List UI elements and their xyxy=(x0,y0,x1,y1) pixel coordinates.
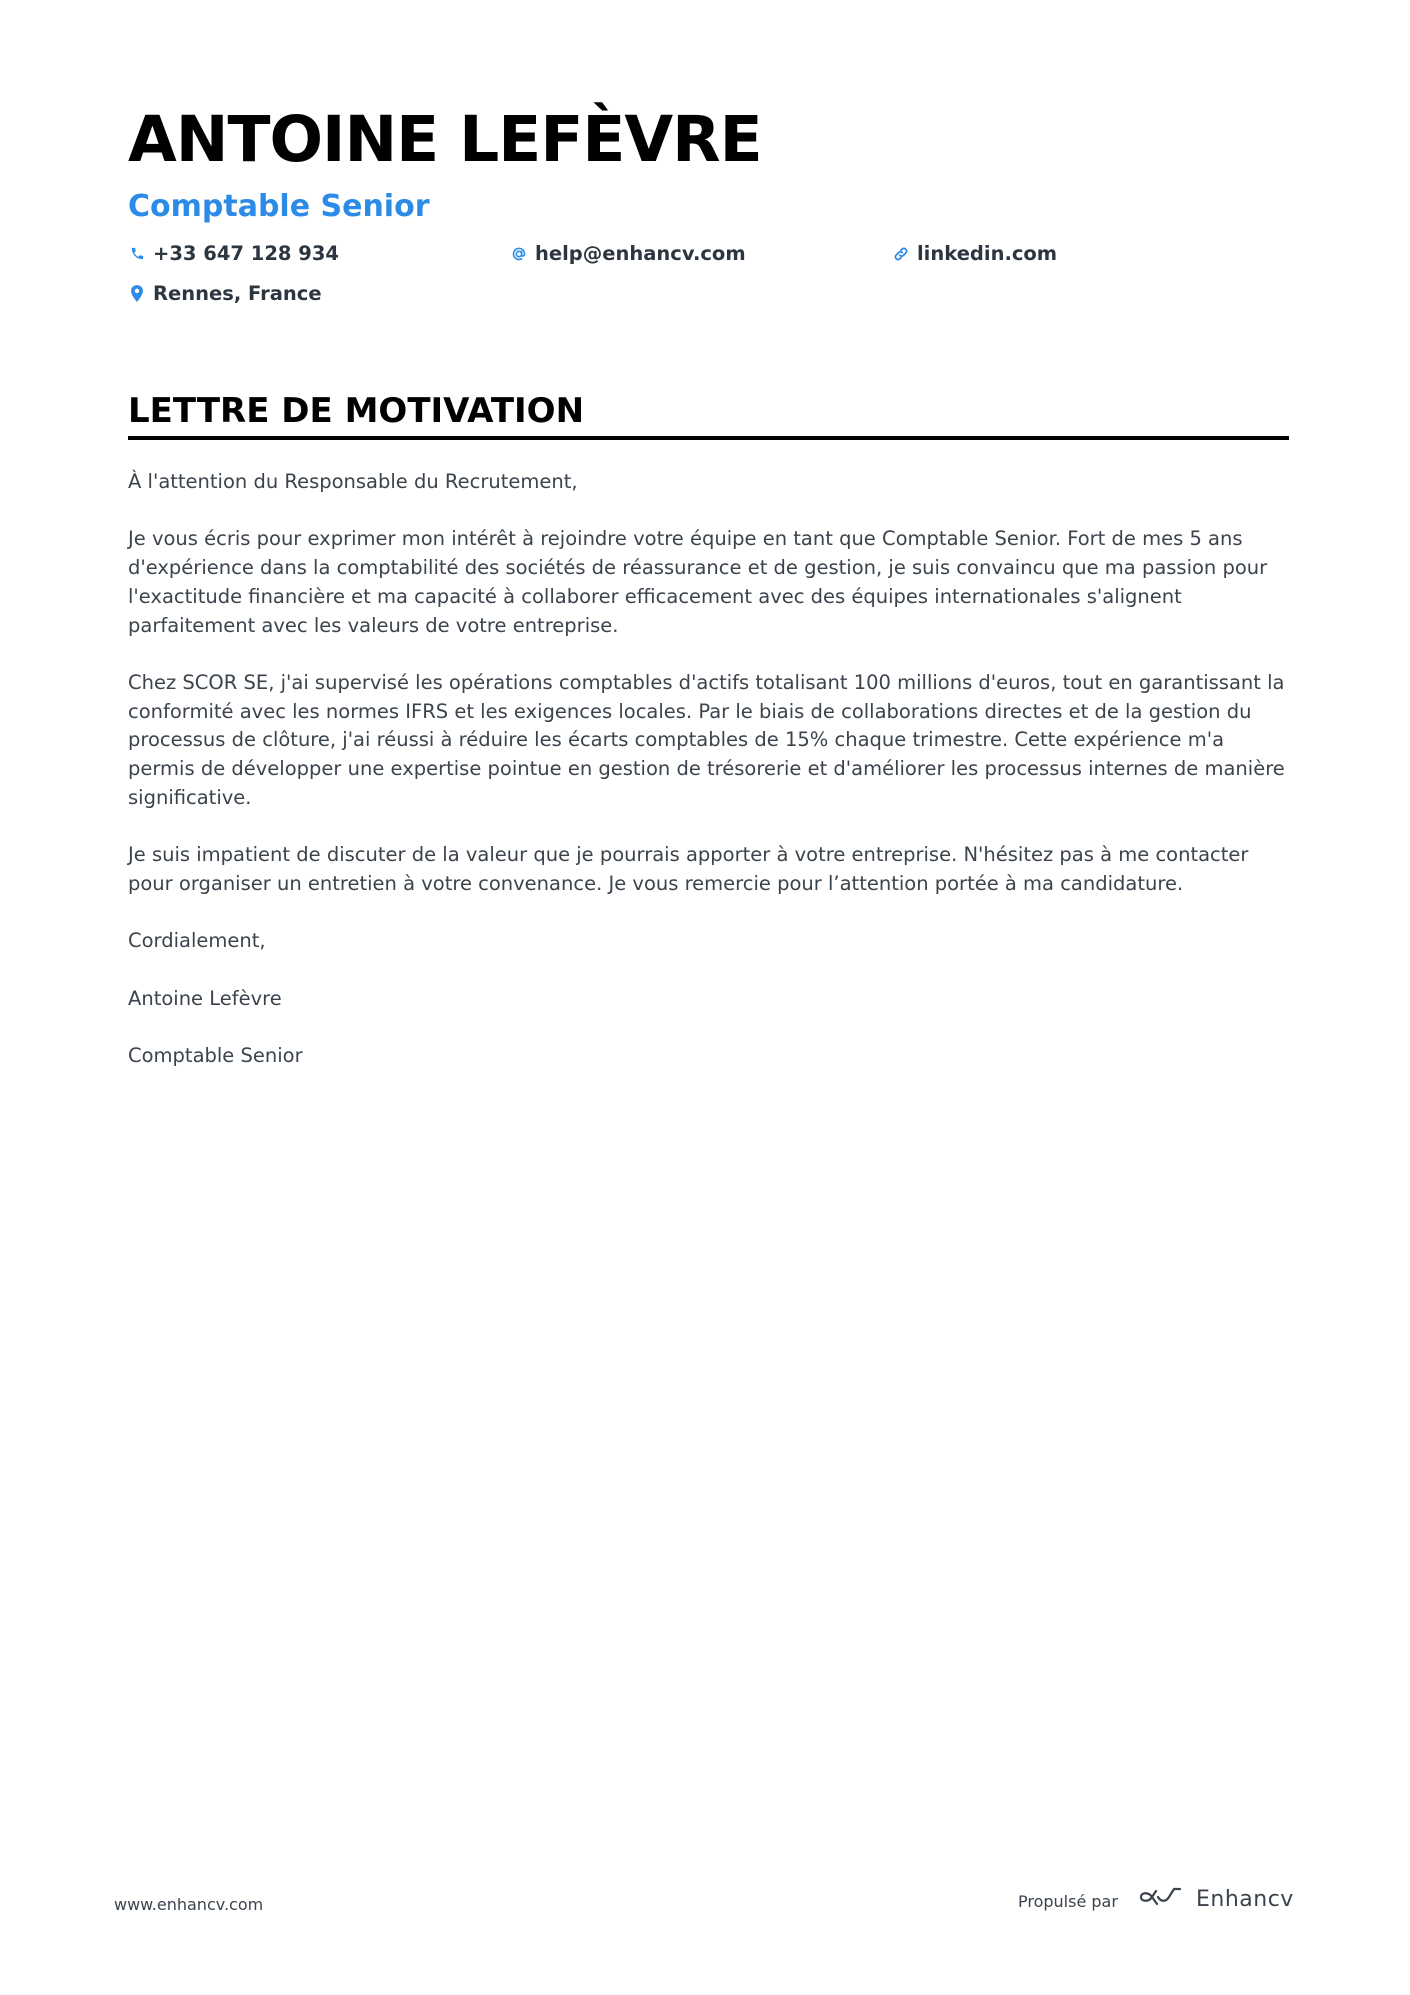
at-icon xyxy=(510,245,528,263)
section-title: LETTRE DE MOTIVATION xyxy=(128,391,585,431)
enhancv-logo-icon xyxy=(1138,1885,1184,1914)
signature-title: Comptable Senior xyxy=(128,1043,303,1067)
location-text: Rennes, France xyxy=(153,282,322,305)
linkedin-text: linkedin.com xyxy=(917,242,1058,265)
enhancv-logo[interactable] xyxy=(1138,1885,1294,1914)
letter-salutation: À l'attention du Responsable du Recrutement, xyxy=(128,470,578,493)
contact-linkedin[interactable] xyxy=(892,242,1057,265)
signature-name: Antoine Lefèvre xyxy=(128,986,282,1010)
contact-email[interactable] xyxy=(510,242,746,265)
candidate-name: ANTOINE LEFÈVRE xyxy=(128,103,762,176)
footer-url[interactable]: www.enhancv.com xyxy=(114,1895,264,1914)
phone-text: +33 647 128 934 xyxy=(153,242,339,265)
letter-closing: Cordialement, xyxy=(128,929,266,953)
contact-location xyxy=(128,282,322,305)
enhancv-logo-text: Enhancv xyxy=(1196,1887,1294,1912)
phone-icon xyxy=(128,245,146,263)
letter-body xyxy=(128,468,1293,1099)
letter-paragraph: Chez SCOR SE, j'ai supervisé les opérations comptables d'actifs totalisant 100 millions d'euros, tout en garantissant la conformité avec les normes IFRS et les exigences locales. Par le biais de collaborations directes et de la gestion du processus de clôture, j'ai réussi à réduire les écarts comptables de 15% chaque trimestre. Cette expérience m'a permis de développer une expertise pointue en gestion de trésorerie et d'améliorer les processus internes de manière significative. xyxy=(128,670,1285,809)
link-icon xyxy=(892,245,910,263)
contact-phone[interactable] xyxy=(128,242,339,265)
footer-powered-by: Propulsé par xyxy=(1018,1892,1118,1911)
location-pin-icon xyxy=(128,285,146,303)
letter-paragraph: Je vous écris pour exprimer mon intérêt à rejoindre votre équipe en tant que Comptable Senior. Fort de mes 5 ans d'expérience dans la comptabilité des sociétés de réassurance et de gestion, je suis convaincu que ma passion pour l'exactitude financière et ma capacité à collaborer efficacement avec des équipes internationales s'alignent parfaitement avec les valeurs de votre entreprise. xyxy=(128,527,1268,637)
section-divider xyxy=(128,436,1289,440)
candidate-role: Comptable Senior xyxy=(128,189,430,224)
email-text: help@enhancv.com xyxy=(535,242,746,265)
letter-paragraph: Je suis impatient de discuter de la valeur que je pourrais apporter à votre entreprise. N'hésitez pas à me contacter pour organiser un entretien à votre convenance. Je vous remercie pour l’attention portée à ma candidature. xyxy=(128,843,1249,895)
